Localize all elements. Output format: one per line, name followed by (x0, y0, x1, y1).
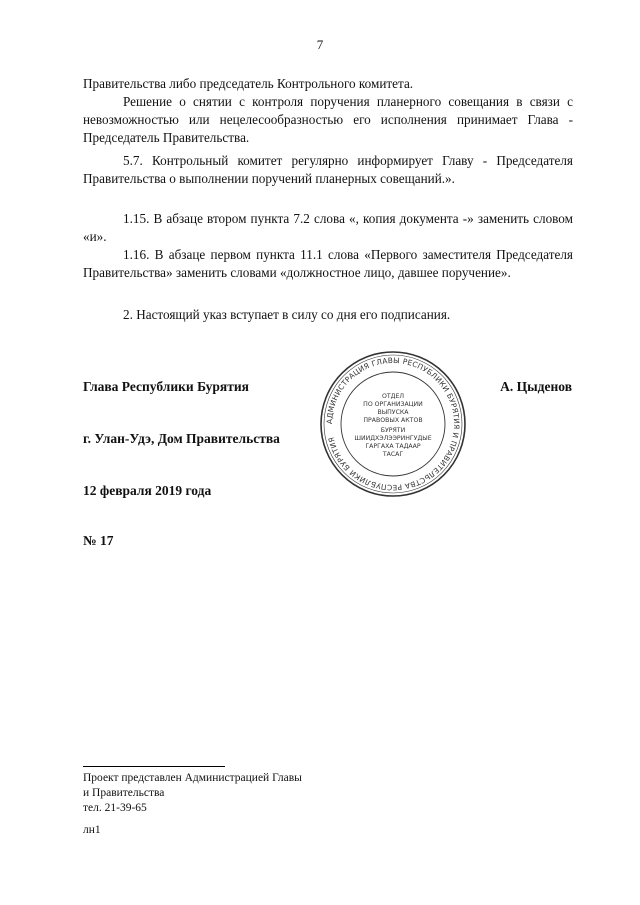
paragraph-decision: Решение о снятии с контроля поручения планерного совещания в связи с невозможностью или нецелесообразностью его исполнения принимает Глава - Председатель Правительства. (83, 94, 573, 145)
document-body-2 (83, 152, 573, 188)
signing-place: г. Улан-Удэ, Дом Правительства (83, 431, 280, 446)
svg-text:БУРЯТИ: БУРЯТИ (380, 427, 406, 434)
signing-date: 12 февраля 2019 года (83, 483, 212, 498)
stamp-inner-text (354, 393, 431, 458)
paragraph-1-16: 1.16. В абзаце первом пункта 11.1 слова «Первого заместителя Председателя Правительства» заменить словами «должностное лицо, давшее поручение». (83, 247, 573, 280)
svg-text:ПРАВОВЫХ АКТОВ: ПРАВОВЫХ АКТОВ (363, 417, 423, 424)
document-body (83, 75, 573, 147)
svg-text:ГАРГАХА ТАДААР: ГАРГАХА ТАДААР (365, 443, 421, 450)
decree-number: № 17 (83, 533, 114, 548)
svg-text:ТАСАГ: ТАСАГ (382, 451, 404, 458)
stamp-outer-ring-inner (324, 355, 462, 493)
stamp-inner-ring (341, 372, 445, 476)
footnote-phone: тел. 21-39-65 (83, 802, 147, 814)
paragraph-1-15: 1.15. В абзаце втором пункта 7.2 слова «, копия документа -» заменить словом «и». (83, 211, 573, 244)
footnote-line-2: и Правительства (83, 787, 165, 799)
page-number: 7 (316, 37, 324, 52)
paragraph-2: 2. Настоящий указ вступает в силу со дня его подписания. (123, 307, 451, 322)
document-code: лн1 (83, 824, 101, 836)
signatory-position: Глава Республики Бурятия (83, 379, 249, 394)
stamp-outer-ring (321, 352, 465, 496)
official-stamp (318, 349, 468, 499)
signatory-name: А. Цыденов (500, 379, 572, 394)
stamp-circular-text: АДМИНИСТРАЦИЯ ГЛАВЫ РЕСПУБЛИКИ БУРЯТИЯ И ПРАВИТЕЛЬСТВА РЕСПУБЛИКИ БУРЯТИЯ (324, 355, 462, 493)
footnote (83, 771, 302, 816)
svg-text:ОТДЕЛ: ОТДЕЛ (381, 393, 405, 400)
footnote-line-1: Проект представлен Администрацией Главы (83, 772, 302, 784)
footnote-divider (83, 766, 225, 767)
paragraph-continuation: Правительства либо председатель Контрольного комитета. (83, 76, 414, 91)
paragraph-5-7: 5.7. Контрольный комитет регулярно информирует Главу - Председателя Правительства о выполнении поручений планерных совещаний.». (83, 153, 573, 186)
document-body-4 (83, 306, 573, 324)
svg-text:ВЫПУСКА: ВЫПУСКА (377, 409, 409, 416)
svg-text:ШИИДХЭЛЭЭРИНГУДЫЕ: ШИИДХЭЛЭЭРИНГУДЫЕ (354, 435, 432, 442)
document-body-3 (83, 210, 573, 282)
svg-text:ПО ОРГАНИЗАЦИИ: ПО ОРГАНИЗАЦИИ (363, 401, 423, 408)
